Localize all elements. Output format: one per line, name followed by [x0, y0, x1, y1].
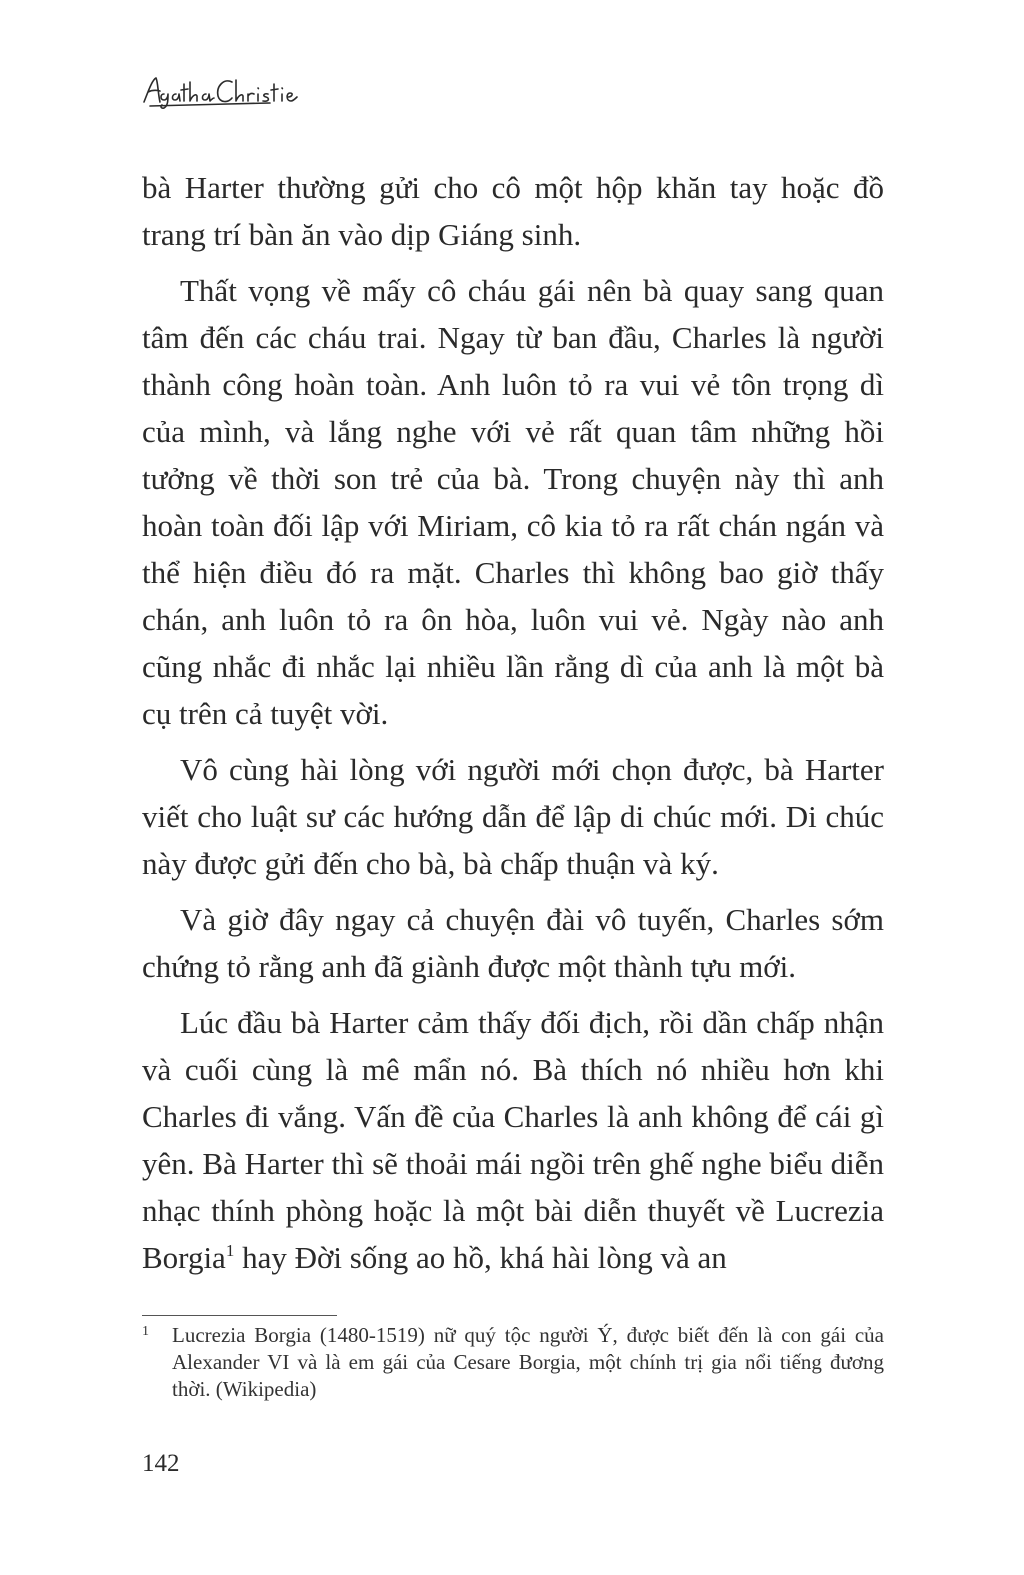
paragraph-4: Và giờ đây ngay cả chuyện đài vô tuyến, Charles sớm chứng tỏ rằng anh đã giành được một thành tựu mới. — [142, 902, 884, 984]
main-text — [142, 164, 884, 1290]
footnote — [142, 1322, 884, 1403]
footnote-text: Lucrezia Borgia (1480-1519) nữ quý tộc người Ý, được biết đến là con gái của Alexander VI và là em gái của Cesare Borgia, một chính trị gia nổi tiếng đương thời. (Wikipedia) — [172, 1323, 884, 1401]
paragraph-5-start: Lúc đầu bà Harter cảm thấy đối địch, rồi dần chấp nhận và cuối cùng là mê mẩn nó. Bà thích nó nhiều hơn khi Charles đi vắng. Vấn đề của Charles là anh không để cái gì yên. Bà Harter thì sẽ thoải mái ngồi trên ghế nghe biểu diễn nhạc thính phòng hoặc là một bài diễn thuyết về Lucrezia Borgia — [142, 1005, 884, 1275]
paragraph-2: Thất vọng về mấy cô cháu gái nên bà quay sang quan tâm đến các cháu trai. Ngay từ ban đầu, Charles là người thành công hoàn toàn. Anh luôn tỏ ra vui vẻ tôn trọng dì của mình, và lắng nghe với vẻ rất quan tâm những hồi tưởng về thời son trẻ của bà. Trong chuyện này thì anh hoàn toàn đối lập với Miriam, cô kia tỏ ra rất chán ngán và thể hiện điều đó ra mặt. Charles thì không bao giờ thấy chán, anh luôn tỏ ra ôn hòa, luôn vui vẻ. Ngày nào anh cũng nhắc đi nhắc lại nhiều lần rằng dì của anh là một bà cụ trên cả tuyệt vời. — [142, 273, 884, 731]
paragraph-5-end: hay Đời sống ao hồ, khá hài lòng và an — [234, 1240, 727, 1275]
footnote-reference[interactable]: 1 — [225, 1241, 235, 1260]
paragraph-5 — [142, 999, 884, 1281]
author-signature-logo — [140, 72, 310, 112]
footnote-divider — [142, 1315, 337, 1316]
paragraph-1: bà Harter thường gửi cho cô một hộp khăn tay hoặc đồ trang trí bàn ăn vào dịp Giáng sinh. — [142, 170, 884, 252]
signature-text — [140, 112, 141, 113]
signature-icon — [140, 72, 310, 112]
paragraph-3: Vô cùng hài lòng với người mới chọn được, bà Harter viết cho luật sư các hướng dẫn để lập di chúc mới. Di chúc này được gửi đến cho bà, bà chấp thuận và ký. — [142, 752, 884, 881]
footnote-marker: 1 — [142, 1324, 149, 1339]
page-number: 142 — [142, 1450, 180, 1477]
